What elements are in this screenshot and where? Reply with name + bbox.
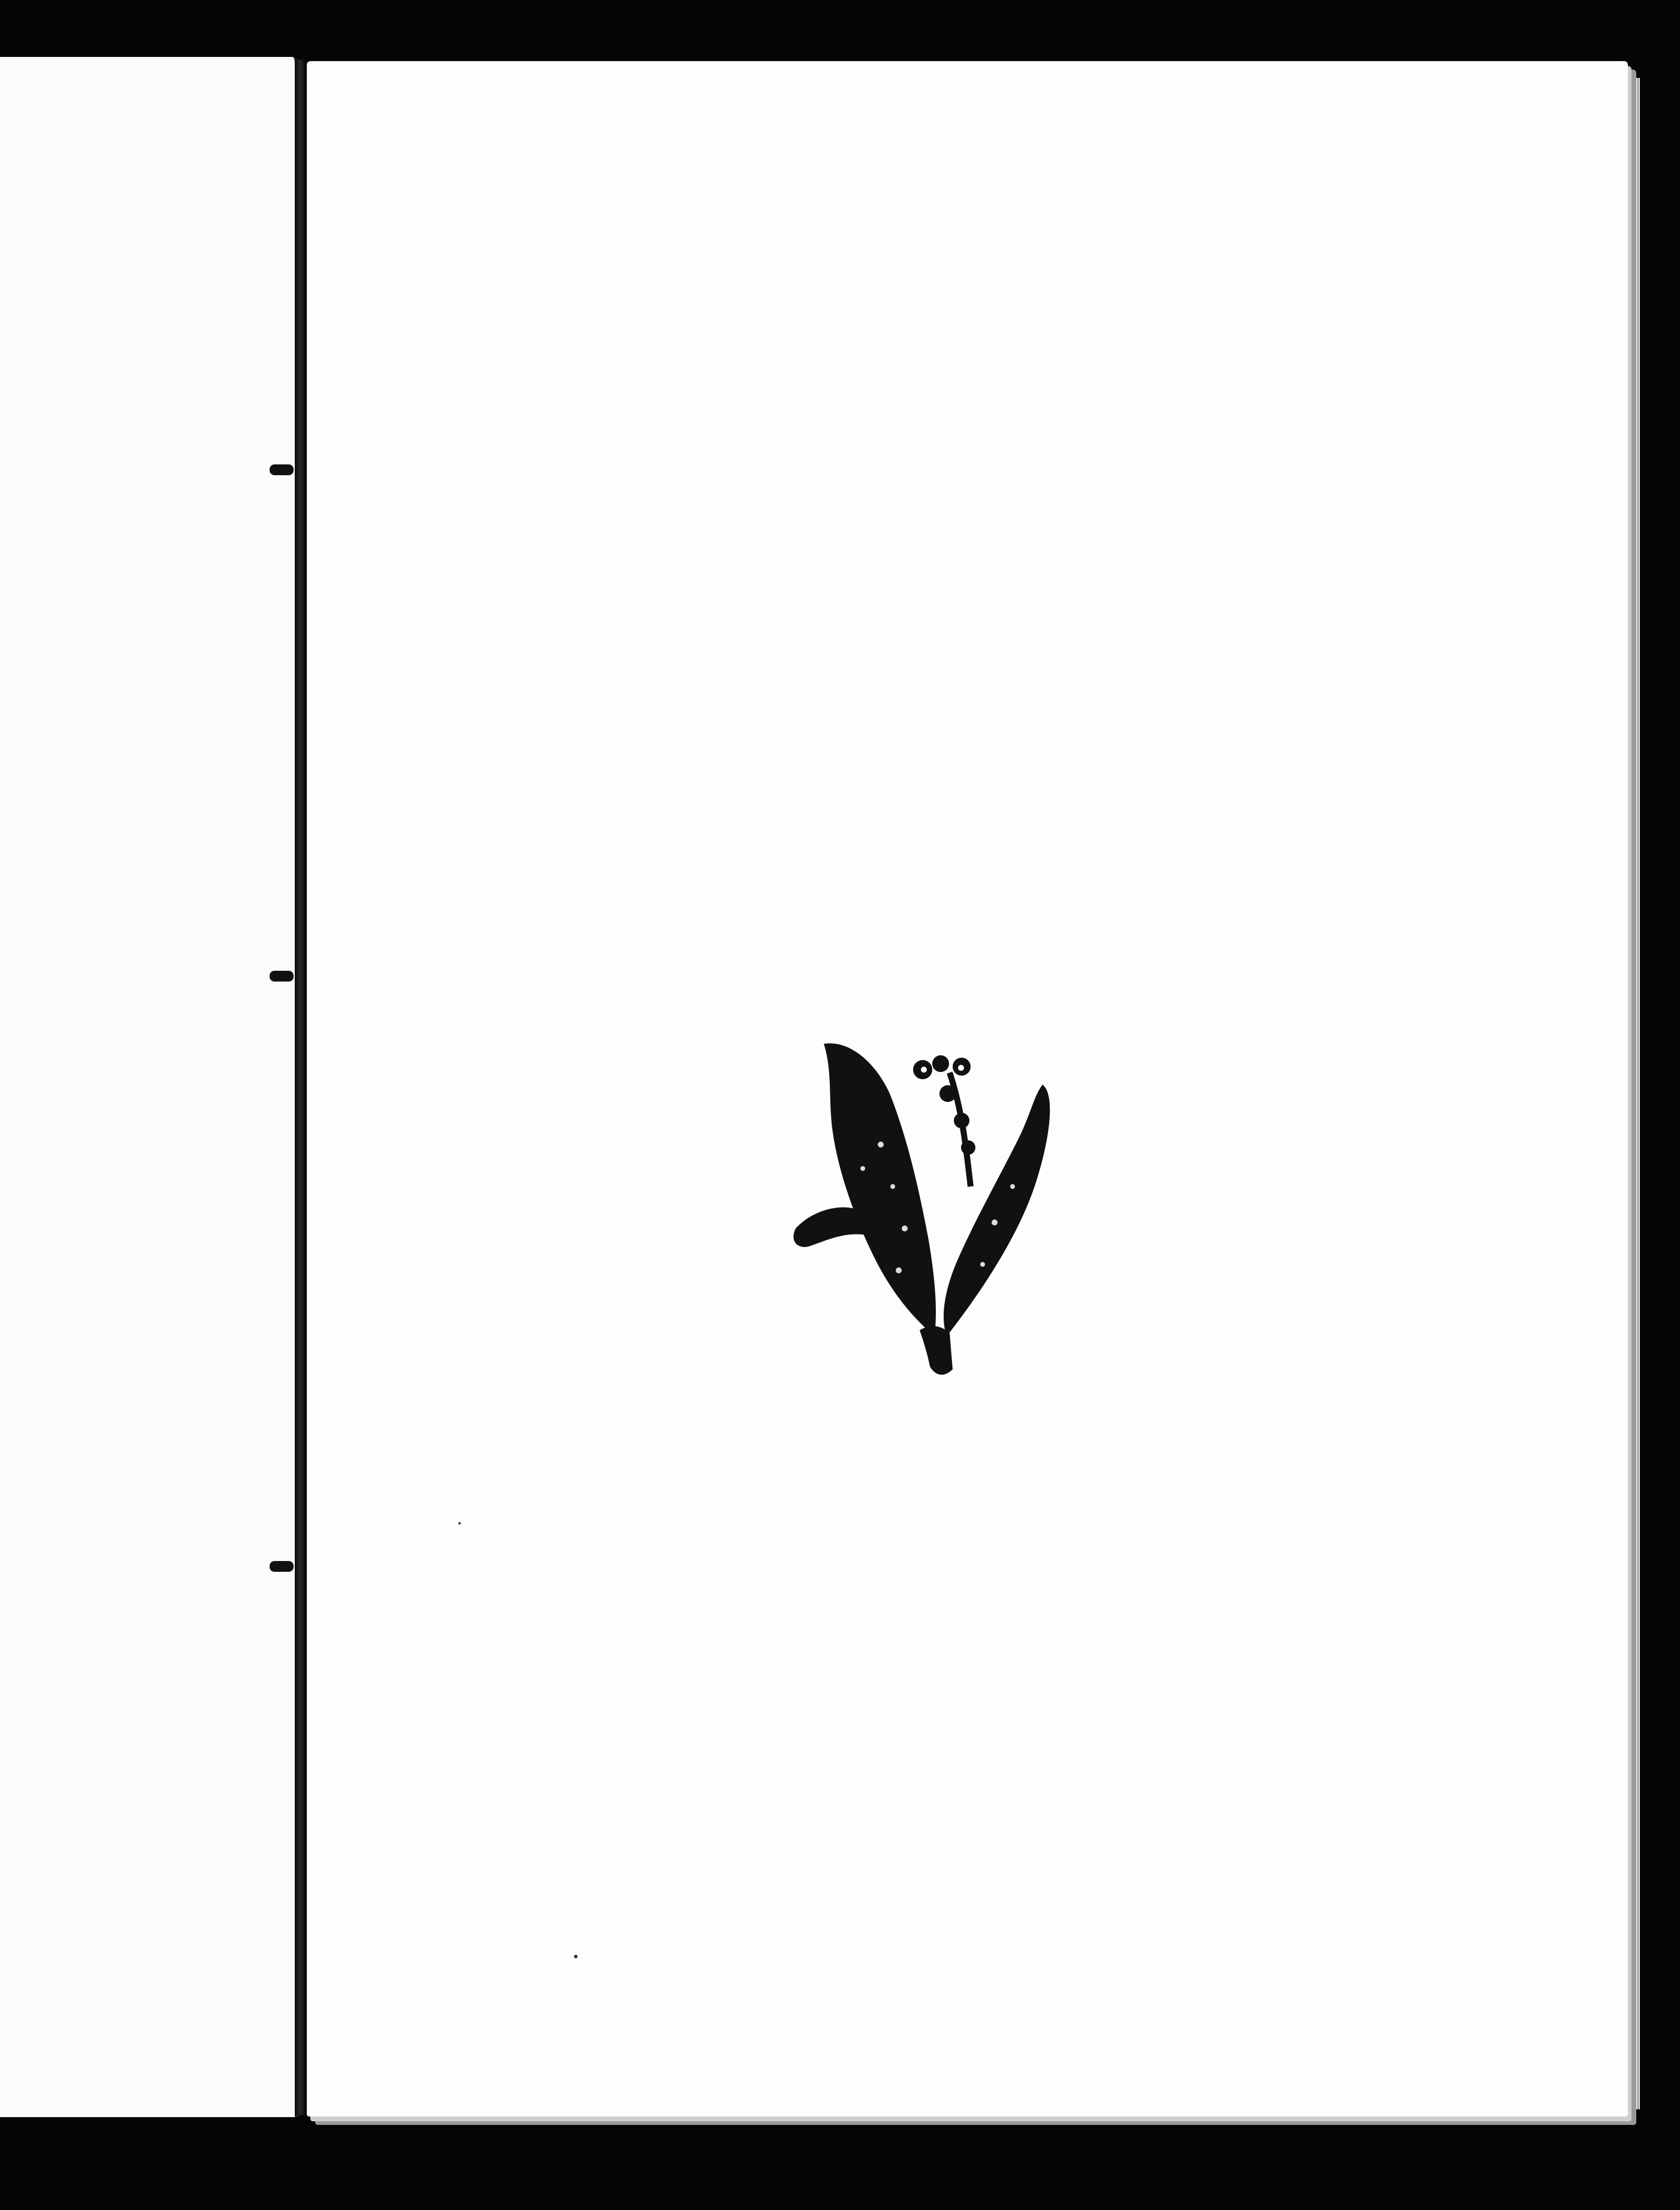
text-line <box>497 482 1390 527</box>
text-line <box>497 573 1390 618</box>
book-spine <box>295 60 306 2115</box>
text-line <box>497 527 1390 573</box>
text-line <box>497 436 1390 482</box>
paper-speck <box>458 1522 461 1524</box>
binding-stitch <box>270 1561 294 1572</box>
running-head <box>502 233 1394 280</box>
lily-of-the-valley-icon <box>791 1037 1066 1378</box>
binding-stitch <box>270 971 294 982</box>
text-line <box>497 391 1390 436</box>
left-page-fragment <box>0 57 298 2117</box>
binding-stitch <box>270 464 294 475</box>
page-stack-edge <box>1627 78 1640 2109</box>
text-line <box>497 345 1390 391</box>
text-line <box>497 300 1390 345</box>
body-text <box>497 300 1390 618</box>
paper-speck <box>574 1955 578 1958</box>
